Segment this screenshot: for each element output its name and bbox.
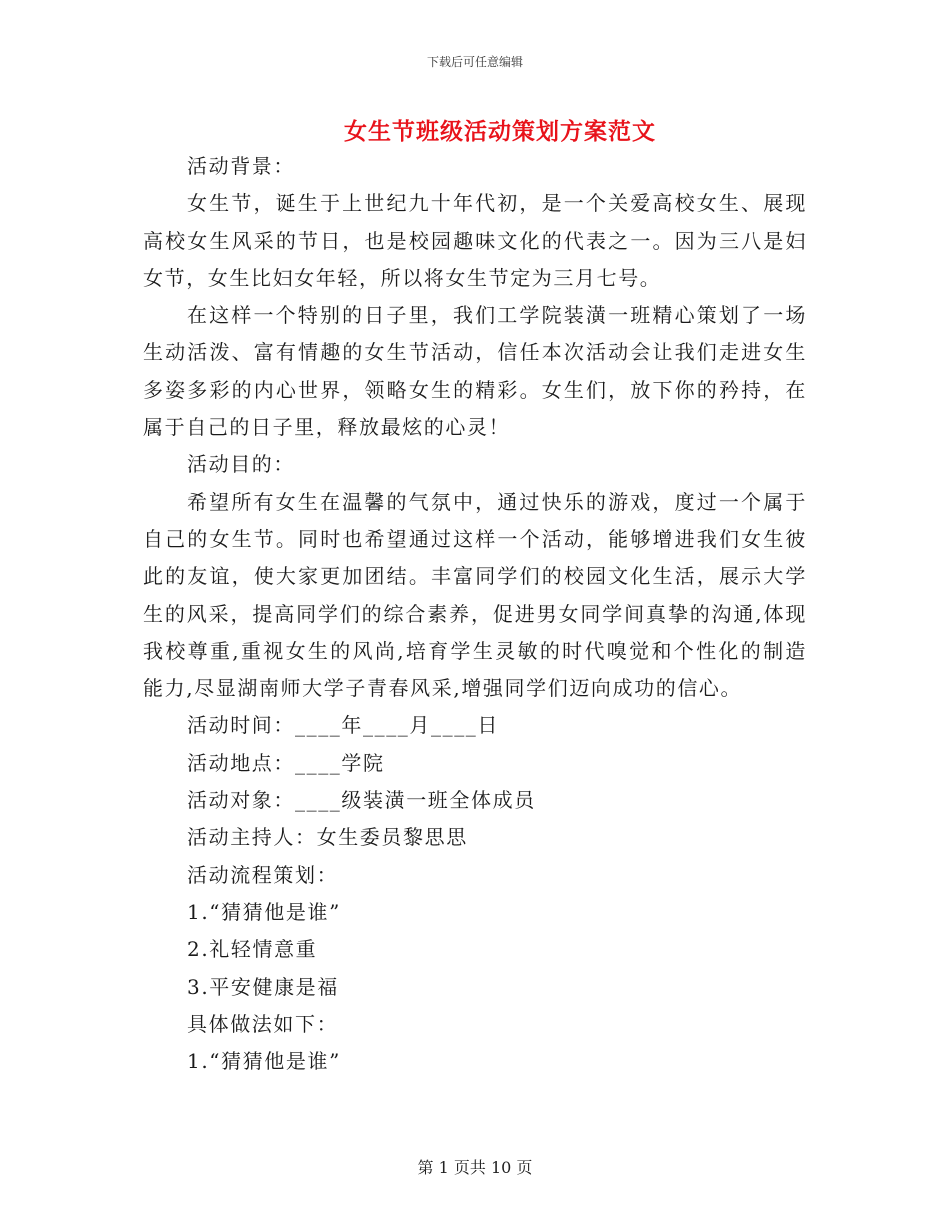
paragraph-line: 生的风采，提高同学们的综合素养，促进男女同学间真挚的沟通,体现 xyxy=(143,601,807,626)
process-item: 2.礼轻情意重 xyxy=(187,937,318,962)
paragraph-line: 多姿多彩的内心世界，领略女生的精彩。女生们，放下你的矜持，在 xyxy=(143,377,807,402)
process-item: 1.“猜猜他是谁” xyxy=(187,899,341,924)
activity-time: 活动时间：____年____月____日 xyxy=(187,713,499,738)
paragraph-line: 高校女生风采的节日，也是校园趣味文化的代表之一。因为三八是妇 xyxy=(143,228,807,253)
section-heading-method: 具体做法如下： xyxy=(187,1011,339,1036)
paragraph-line: 自己的女生节。同时也希望通过这样一个活动，能够增进我们女生彼 xyxy=(143,526,807,551)
paragraph-line: 此的友谊，使大家更加团结。丰富同学们的校园文化生活，展示大学 xyxy=(143,564,807,589)
document-title: 女生节班级活动策划方案范文 xyxy=(344,118,656,145)
paragraph-line: 属于自己的日子里，释放最炫的心灵！ xyxy=(143,415,511,440)
paragraph-line: 女节，女生比妇女年轻，所以将女生节定为三月七号。 xyxy=(143,265,662,290)
header-note: 下载后可任意编辑 xyxy=(426,55,523,69)
document-body xyxy=(143,148,807,1080)
activity-participants: 活动对象：____级装潢一班全体成员 xyxy=(187,788,536,813)
activity-host: 活动主持人：女生委员黎思思 xyxy=(187,825,468,850)
paragraph-line: 在这样一个特别的日子里，我们工学院装潢一班精心策划了一场 xyxy=(187,303,807,328)
section-heading-process: 活动流程策划： xyxy=(187,862,339,887)
section-heading-background: 活动背景： xyxy=(187,154,295,178)
page-footer: 第 1 页共 10 页 xyxy=(417,1158,533,1177)
activity-location: 活动地点：____学院 xyxy=(187,750,385,775)
paragraph-line: 希望所有女生在温馨的气氛中，通过快乐的游戏，度过一个属于 xyxy=(187,489,807,514)
section-heading-purpose: 活动目的： xyxy=(187,452,295,477)
paragraph-line: 能力,尽显湖南师大学子青春风采,增强同学们迈向成功的信心。 xyxy=(143,676,743,701)
paragraph-line: 女生节，诞生于上世纪九十年代初，是一个关爱高校女生、展现 xyxy=(187,191,807,216)
paragraph-line: 我校尊重,重视女生的风尚,培育学生灵敏的时代嗅觉和个性化的制造 xyxy=(143,638,807,663)
process-item: 3.平安健康是福 xyxy=(187,974,339,999)
method-item: 1.“猜猜他是谁” xyxy=(187,1049,341,1074)
paragraph-line: 生动活泼、富有情趣的女生节活动，信任本次活动会让我们走进女生 xyxy=(143,340,807,365)
